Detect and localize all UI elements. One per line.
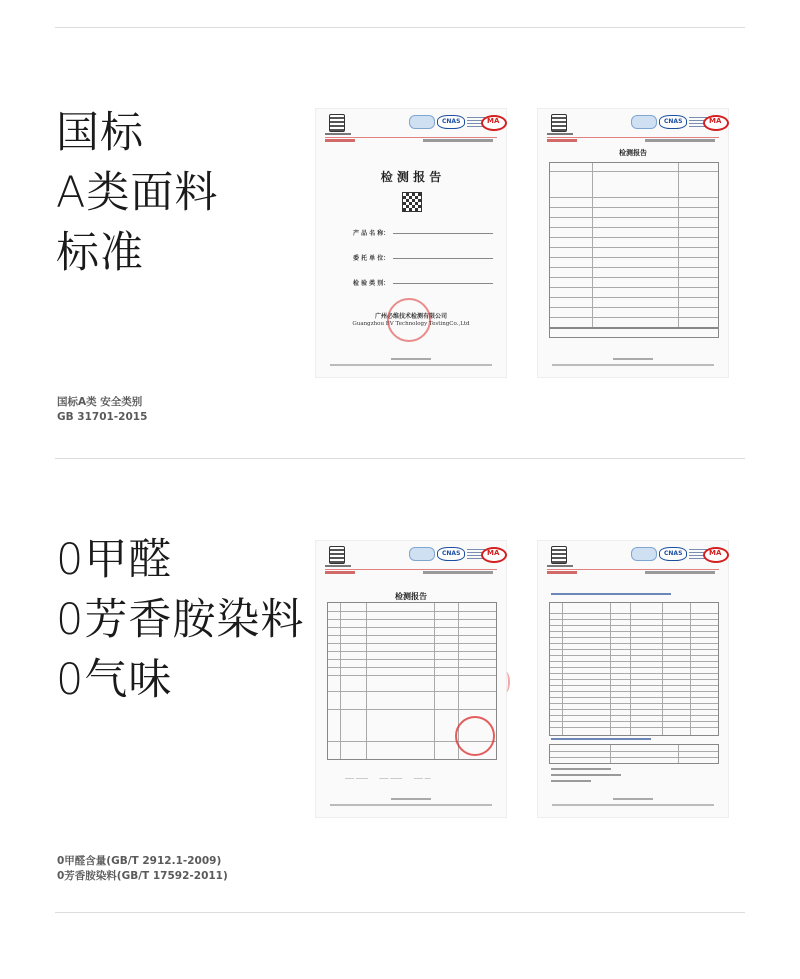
section1-heading-line-1: 国标 xyxy=(56,108,144,158)
ilac-logo xyxy=(409,115,435,129)
section2-caption-line-1: 0甲醛含量(GB/T 2912.1-2009) xyxy=(57,855,222,867)
section1-heading xyxy=(56,103,218,283)
section1-heading-line-2: A类面料 xyxy=(56,168,219,218)
bureau-veritas-logo xyxy=(329,546,345,564)
signature-row: ___ ____ ___ ____ ___ __ xyxy=(345,772,431,779)
section1-caption xyxy=(57,395,147,425)
bureau-veritas-logo xyxy=(551,546,567,564)
lab-name-en: Guangzhou BV Technology TestingCo.,Ltd xyxy=(352,321,470,327)
middle-divider xyxy=(55,458,745,459)
qr-code-icon xyxy=(402,192,422,212)
report-table-image xyxy=(537,108,729,378)
section2-caption-line-2: 0芳香胺染料(GB/T 17592-2011) xyxy=(57,870,228,882)
report-results-image xyxy=(537,540,729,818)
section2-heading-line-1: 0甲醛 xyxy=(56,535,173,585)
section1-heading-line-3: 标准 xyxy=(56,228,144,278)
cnas-logo: CNAS xyxy=(659,115,687,129)
red-stamp xyxy=(455,716,495,756)
section2-caption xyxy=(57,854,228,884)
ma-logo: MA xyxy=(703,547,729,563)
ma-logo: MA xyxy=(481,547,507,563)
section2-heading-line-2: 0芳香胺染料 xyxy=(56,595,305,645)
ma-logo: MA xyxy=(481,115,507,131)
bureau-veritas-logo xyxy=(551,114,567,132)
section1-caption-line-1: 国标A类 安全类别 xyxy=(57,396,143,408)
section2-heading xyxy=(56,530,304,710)
cnas-logo: CNAS xyxy=(437,115,465,129)
section1-caption-line-2: GB 31701-2015 xyxy=(57,411,148,423)
results-table xyxy=(549,162,719,328)
cnas-logo: CNAS xyxy=(659,547,687,561)
report-title: 检 测 报 告 xyxy=(380,170,442,184)
report-title: 检测报告 xyxy=(395,591,427,601)
formaldehyde-table xyxy=(549,744,719,764)
ma-logo: MA xyxy=(703,115,729,131)
aromatic-amine-table xyxy=(549,602,719,736)
report-title: 检测报告 xyxy=(619,148,647,157)
stamp-edge-left xyxy=(502,672,510,692)
red-stamp xyxy=(387,298,431,342)
field-test-type: 检 验 类 别： xyxy=(353,278,493,287)
lab-name-cn: 广州必维技术检测有限公司 xyxy=(374,313,447,320)
report-header xyxy=(315,108,507,138)
field-client: 委 托 单 位： xyxy=(353,253,493,262)
section2-heading-line-3: 0气味 xyxy=(56,655,173,705)
field-product-name: 产 品 名 称： xyxy=(353,228,493,237)
report-cover-image xyxy=(315,108,507,378)
ilac-logo xyxy=(409,547,435,561)
bottom-divider xyxy=(55,912,745,913)
ilac-logo xyxy=(631,115,657,129)
report-info-image xyxy=(315,540,507,818)
cnas-logo: CNAS xyxy=(437,547,465,561)
ilac-logo xyxy=(631,547,657,561)
bureau-veritas-logo xyxy=(329,114,345,132)
top-divider xyxy=(55,27,745,28)
